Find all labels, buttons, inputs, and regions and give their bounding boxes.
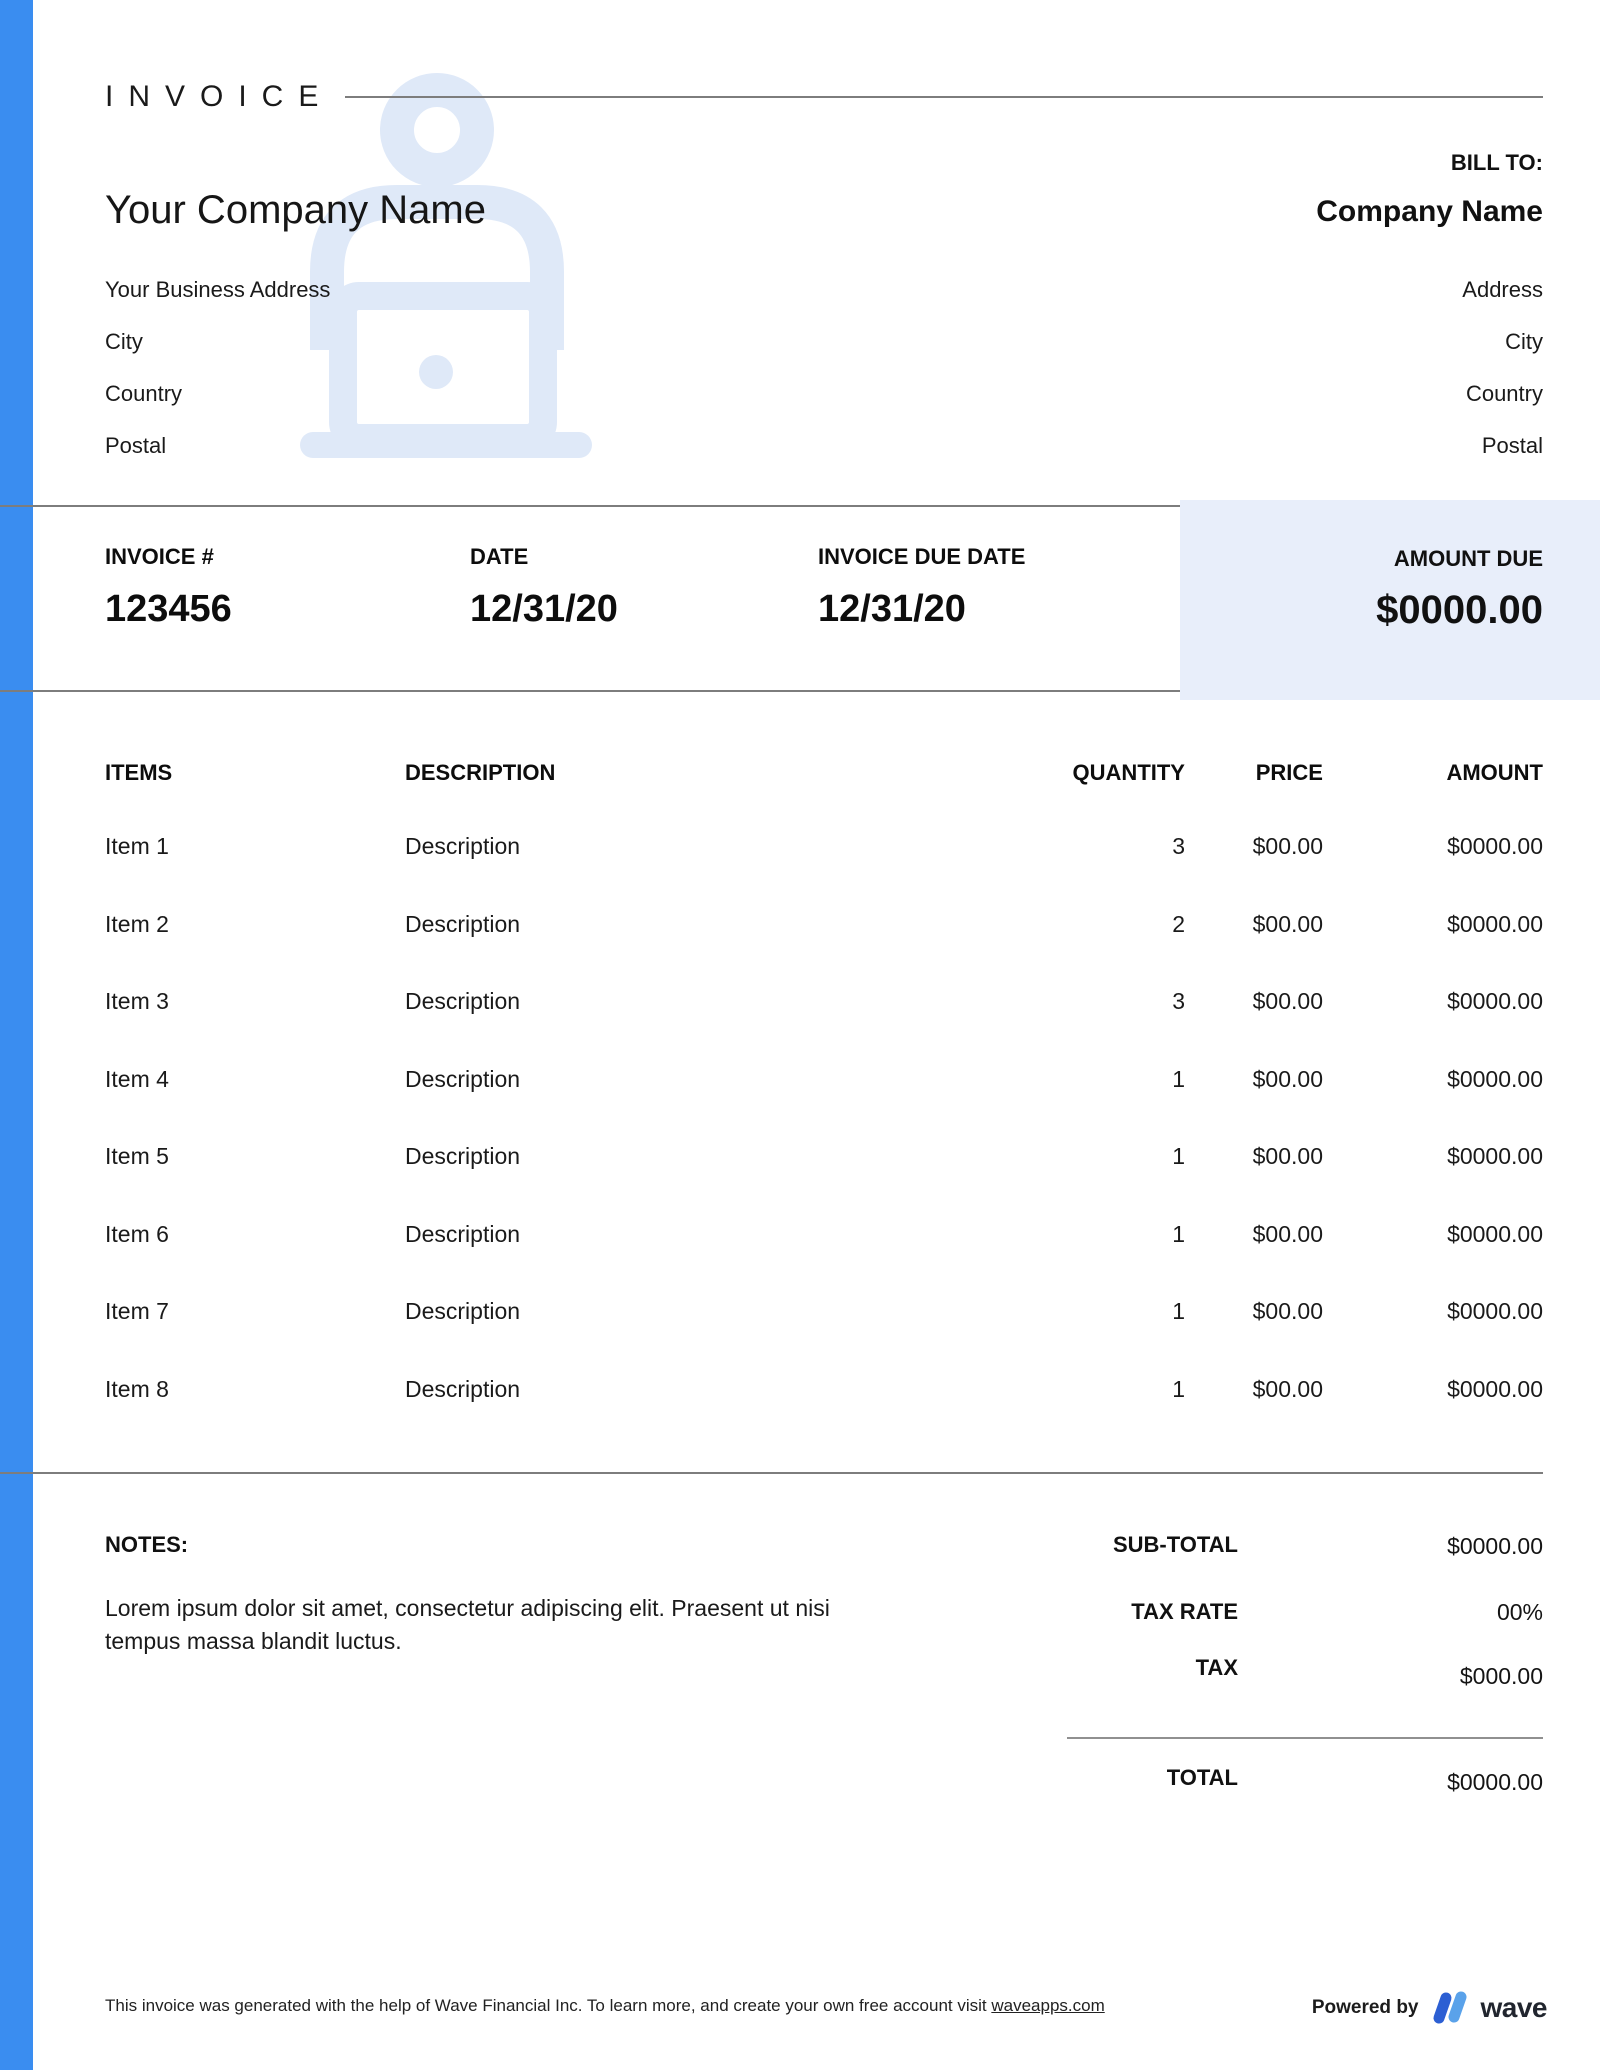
waveapps-link[interactable]: waveapps.com [991, 1996, 1105, 2015]
invoice-date-label: DATE [470, 544, 529, 569]
bill-to-address-line: City [1505, 329, 1543, 354]
item-quantity: 1 [1172, 1066, 1185, 1092]
tax-rate-value: 00% [1496, 1599, 1543, 1625]
item-name: Item 7 [105, 1298, 169, 1324]
item-quantity: 1 [1172, 1376, 1185, 1402]
due-date-value: 12/31/20 [818, 588, 966, 630]
bill-to-company-name: Company Name [1316, 195, 1543, 228]
sender-address-line: Your Business Address [105, 277, 331, 302]
item-name: Item 5 [105, 1143, 169, 1169]
item-quantity: 2 [1172, 911, 1185, 937]
item-description: Description [405, 1143, 521, 1169]
total-value: $0000.00 [1447, 1769, 1543, 1795]
tax-value: $000.00 [1459, 1663, 1543, 1689]
person-laptop-watermark-icon [280, 60, 640, 470]
item-name: Item 2 [105, 911, 169, 937]
meta-bar-top-rule [0, 505, 1180, 507]
item-amount: $0000.00 [1447, 833, 1543, 859]
item-description: Description [405, 1376, 521, 1402]
total-label: TOTAL [1166, 1765, 1238, 1790]
item-quantity: 1 [1172, 1143, 1185, 1169]
item-price: $00.00 [1252, 833, 1323, 859]
item-price: $00.00 [1252, 1376, 1323, 1402]
item-description: Description [405, 1066, 521, 1092]
item-amount: $0000.00 [1447, 1298, 1543, 1324]
item-name: Item 8 [105, 1376, 169, 1402]
item-amount: $0000.00 [1447, 988, 1543, 1014]
amount-due-label: AMOUNT DUE [1393, 546, 1543, 571]
powered-by-badge [1312, 1990, 1547, 2026]
sender-address-block [105, 264, 330, 472]
invoice-number-label: INVOICE # [105, 544, 214, 569]
invoice-date-value: 12/31/20 [470, 588, 618, 630]
item-description: Description [405, 988, 521, 1014]
amount-header: AMOUNT [1446, 760, 1543, 785]
notes-text: Lorem ipsum dolor sit amet, consectetur adipiscing elit. Praesent ut nisi tempus massa blandit luctus. [105, 1595, 830, 1654]
item-name: Item 3 [105, 988, 169, 1014]
notes-label: NOTES: [105, 1532, 189, 1557]
item-quantity: 3 [1172, 833, 1185, 859]
items-header: ITEMS [105, 760, 173, 785]
item-price: $00.00 [1252, 911, 1323, 937]
bill-to-address-block [1462, 264, 1543, 472]
subtotal-label: SUB-TOTAL [1112, 1532, 1238, 1557]
page-title: INVOICE [105, 80, 334, 113]
item-price: $00.00 [1252, 1143, 1323, 1169]
bill-to-address-line: Postal [1481, 433, 1543, 458]
wave-logo-icon [1429, 1990, 1471, 2026]
due-date-label: INVOICE DUE DATE [818, 544, 1026, 569]
sender-address-line: City [105, 329, 143, 354]
bill-to-address-line: Country [1465, 381, 1543, 406]
item-amount: $0000.00 [1447, 911, 1543, 937]
description-header: DESCRIPTION [405, 760, 556, 785]
item-name: Item 1 [105, 833, 169, 859]
meta-bar-bottom-rule [0, 690, 1180, 692]
item-description: Description [405, 1298, 521, 1324]
powered-by-label: Powered by [1311, 1997, 1419, 2018]
item-description: Description [405, 911, 521, 937]
left-accent-stripe [0, 0, 33, 2070]
bill-to-label: BILL TO: [1450, 150, 1543, 175]
item-description: Description [405, 1221, 521, 1247]
sender-address-line: Postal [105, 433, 167, 458]
bill-to-address-line: Address [1462, 277, 1543, 302]
item-price: $00.00 [1252, 988, 1323, 1014]
item-name: Item 4 [105, 1066, 169, 1092]
subtotal-value: $0000.00 [1447, 1533, 1543, 1559]
item-amount: $0000.00 [1447, 1143, 1543, 1169]
tax-label: TAX [1195, 1655, 1238, 1680]
item-quantity: 3 [1172, 988, 1185, 1014]
quantity-header: QUANTITY [1072, 760, 1185, 785]
footer-disclaimer [105, 1996, 1105, 2016]
item-amount: $0000.00 [1447, 1376, 1543, 1402]
item-price: $00.00 [1252, 1066, 1323, 1092]
item-name: Item 6 [105, 1221, 169, 1247]
wave-wordmark: wave [1480, 1992, 1547, 2023]
totals-section-rule [0, 1472, 1543, 1474]
item-quantity: 1 [1172, 1221, 1185, 1247]
title-rule [345, 96, 1543, 98]
price-header: PRICE [1255, 760, 1323, 785]
item-amount: $0000.00 [1447, 1221, 1543, 1247]
item-amount: $0000.00 [1447, 1066, 1543, 1092]
tax-rate-label: TAX RATE [1131, 1599, 1238, 1624]
item-price: $00.00 [1252, 1221, 1323, 1247]
sender-address-line: Country [105, 381, 183, 406]
footer-disclaimer-text: This invoice was generated with the help of Wave Financial Inc. To learn more, and create your own free account visit [105, 1996, 992, 2015]
item-description: Description [405, 833, 521, 859]
total-divider-rule [1067, 1737, 1543, 1739]
amount-due-value: $0000.00 [1376, 588, 1543, 632]
invoice-number-value: 123456 [105, 588, 232, 630]
item-price: $00.00 [1252, 1298, 1323, 1324]
sender-company-name: Your Company Name [105, 188, 486, 232]
item-quantity: 1 [1172, 1298, 1185, 1324]
